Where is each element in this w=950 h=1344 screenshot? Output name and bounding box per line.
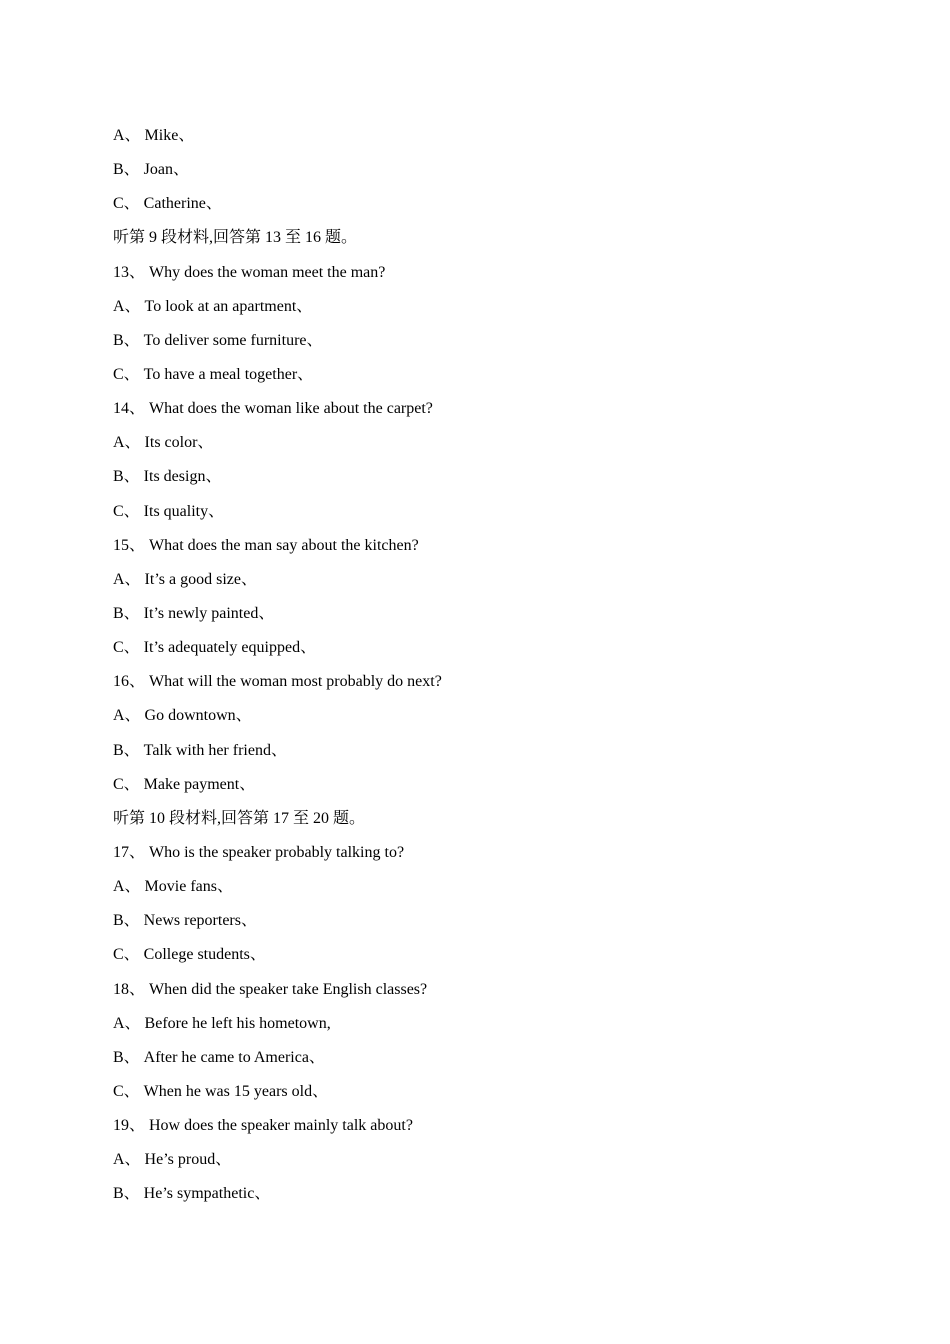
question-list	[113, 126, 873, 1219]
question-16: 16、 What will the woman most probably do next?	[113, 673, 442, 691]
option-c-q14: C、 Its quality、	[113, 502, 225, 520]
question-13: 13、 Why does the woman meet the man?	[113, 263, 386, 281]
option-b-q15: B、 It’s newly painted、	[113, 604, 275, 622]
option-a-q16: A、 Go downtown、	[113, 707, 252, 725]
option-b-q17: B、 News reporters、	[113, 912, 257, 930]
option-a-q14: A、 Its color、	[113, 434, 214, 452]
section-instruction-9: 听第 9 段材料,回答第 13 至 16 题。	[113, 229, 358, 247]
option-b-q16: B、 Talk with her friend、	[113, 741, 287, 759]
question-14: 14、 What does the woman like about the carpet?	[113, 400, 433, 418]
option-a-q12: A、 Mike、	[113, 127, 195, 144]
option-a-q13: A、 To look at an apartment、	[113, 297, 313, 315]
option-c-q18: C、 When he was 15 years old、	[113, 1082, 329, 1100]
option-b-q13: B、 To deliver some furniture、	[113, 331, 323, 349]
option-b-q18: B、 After he came to America、	[113, 1048, 325, 1066]
option-a-q17: A、 Movie fans、	[113, 878, 233, 896]
option-b-q12: B、 Joan、	[113, 161, 190, 179]
section-instruction-10: 听第 10 段材料,回答第 17 至 20 题。	[113, 809, 366, 827]
option-b-q14: B、 Its design、	[113, 468, 222, 486]
question-15: 15、 What does the man say about the kitchen?	[113, 536, 419, 554]
question-17: 17、 Who is the speaker probably talking to?	[113, 843, 405, 861]
option-a-q18: A、 Before he left his hometown,	[113, 1014, 331, 1032]
option-c-q16: C、 Make payment、	[113, 775, 256, 793]
option-a-q15: A、 It’s a good size、	[113, 570, 257, 588]
option-c-q13: C、 To have a meal together、	[113, 365, 314, 383]
option-c-q12: C、 Catherine、	[113, 195, 222, 213]
option-c-q17: C、 College students、	[113, 946, 266, 964]
question-19: 19、 How does the speaker mainly talk about?	[113, 1117, 413, 1135]
option-a-q19: A、 He’s proud、	[113, 1151, 232, 1169]
option-b-q19: B、 He’s sympathetic、	[113, 1185, 271, 1203]
option-c-q15: C、 It’s adequately equipped、	[113, 639, 317, 657]
question-18: 18、 When did the speaker take English classes?	[113, 980, 428, 998]
